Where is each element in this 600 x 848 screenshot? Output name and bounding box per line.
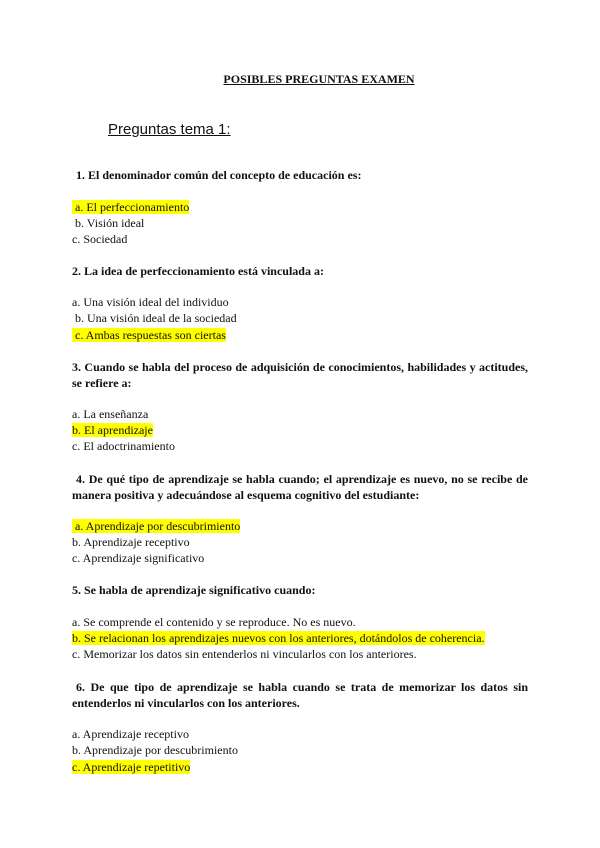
option-6b: b. Aprendizaje por descubrimiento [72,743,238,757]
question-3: 3. Cuando se habla del proceso de adquisición de conocimientos, habilidades y actitudes, se refiere a: [72,360,528,390]
option-4b: b. Aprendizaje receptivo [72,535,190,549]
option-6a: a. Aprendizaje receptivo [72,727,189,741]
option-4c: c. Aprendizaje significativo [72,551,205,565]
option-4a-correct: a. Aprendizaje por descubrimiento [72,519,240,533]
question-2: 2. La idea de perfeccionamiento está vinculada a: [72,264,324,278]
option-5a: a. Se comprende el contenido y se reproduce. No es nuevo. [72,615,356,629]
document-title: POSIBLES PREGUNTAS EXAMEN [223,72,415,86]
option-2a: a. Una visión ideal del individuo [72,295,229,309]
option-3b-correct: b. El aprendizaje [72,423,153,437]
option-1a-correct: a. El perfeccionamiento [72,200,189,214]
question-4: 4. De qué tipo de aprendizaje se habla cuando; el aprendizaje es nuevo, no se recibe de manera positiva y adecuándose al esquema cognitivo del estudiante: [72,472,528,502]
option-2b: b. Una visión ideal de la sociedad [75,311,237,325]
option-3c: c. El adoctrinamiento [72,439,175,453]
section-heading: Preguntas tema 1: [108,121,231,138]
option-6c-correct: c. Aprendizaje repetitivo [72,760,191,774]
option-1b: b. Visión ideal [75,216,145,230]
option-3a: a. La enseñanza [72,407,149,421]
option-5c: c. Memorizar los datos sin entenderlos ni vincularlos con los anteriores. [72,647,417,661]
question-1: 1. El denominador común del concepto de educación es: [76,168,362,182]
question-6: 6. De que tipo de aprendizaje se habla cuando se trata de memorizar los datos sin entenderlos ni vincularlos con los anteriores. [72,680,528,710]
option-5b-correct: b. Se relacionan los aprendizajes nuevos con los anteriores, dotándolos de coherencia. [72,631,485,645]
question-5: 5. Se habla de aprendizaje significativo cuando: [72,583,316,597]
option-1c: c. Sociedad [72,232,128,246]
option-2c-correct: c. Ambas respuestas son ciertas [72,328,226,342]
